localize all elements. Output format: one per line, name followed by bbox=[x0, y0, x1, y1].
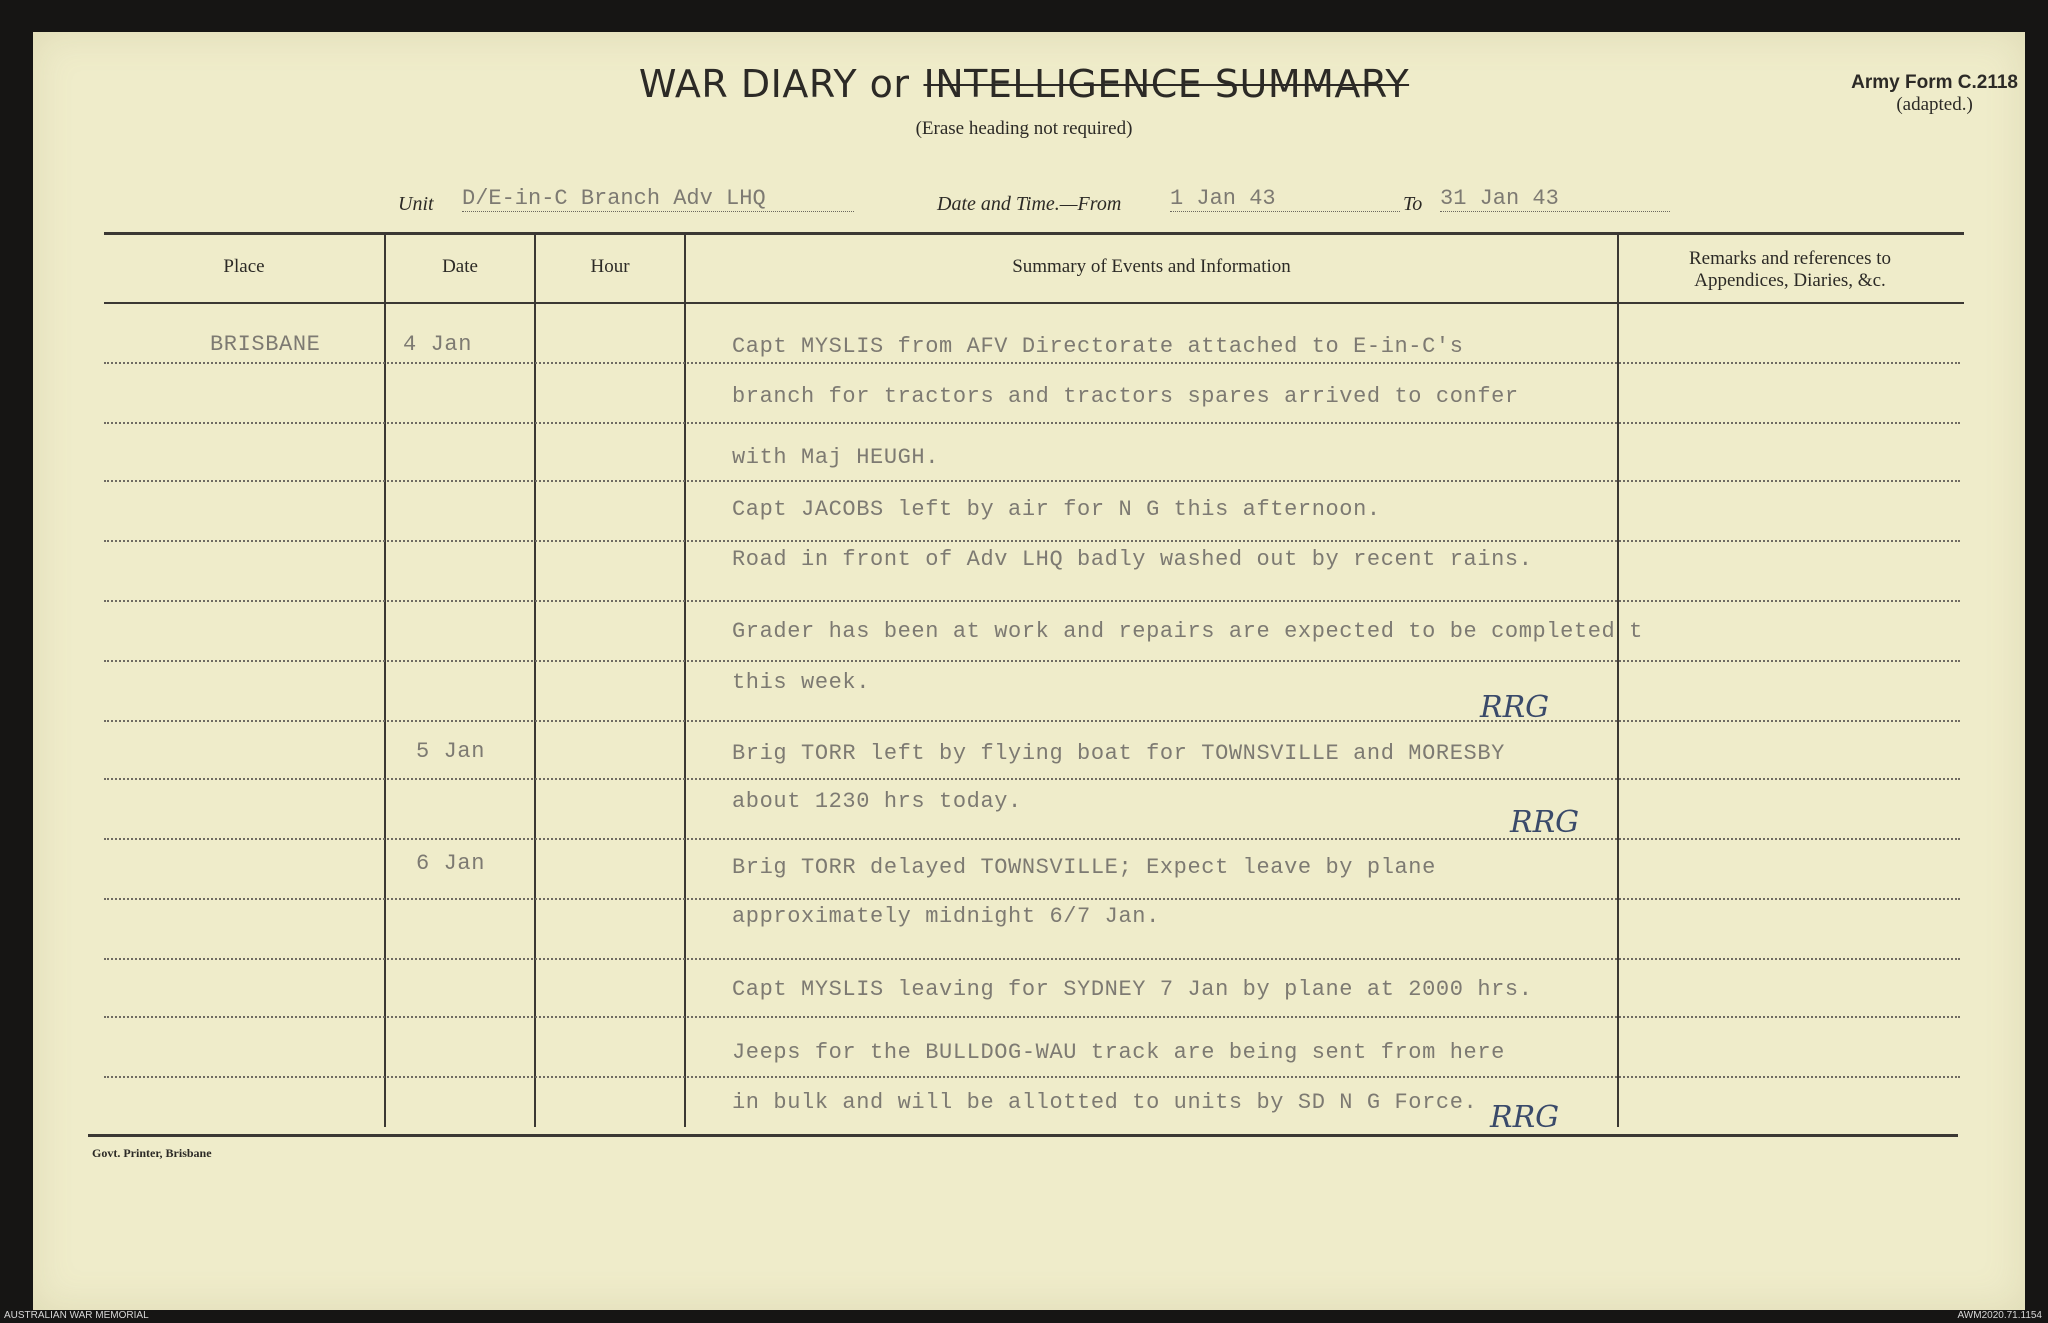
summary-line: Road in front of Adv LHQ badly washed out by recent rains. bbox=[732, 547, 1533, 572]
column-divider bbox=[684, 232, 686, 1127]
summary-line: Capt JACOBS left by air for N G this afternoon. bbox=[732, 497, 1381, 522]
row-rule bbox=[104, 362, 1960, 364]
date-cell: 5 Jan bbox=[416, 739, 486, 764]
summary-line: in bulk and will be allotted to units by SD N G Force. bbox=[732, 1090, 1478, 1115]
date-cell: 4 Jan bbox=[403, 332, 473, 357]
footer-accession-number: AWM2020.71.1154 bbox=[1957, 1310, 2042, 1321]
row-rule bbox=[104, 660, 1960, 662]
signature-initials: RRG bbox=[1490, 1100, 1560, 1135]
page-title bbox=[0, 62, 2048, 106]
subtitle: (Erase heading not required) bbox=[915, 118, 1133, 139]
unit-label: Unit bbox=[398, 193, 434, 215]
summary-line: Capt MYSLIS leaving for SYDNEY 7 Jan by plane at 2000 hrs. bbox=[732, 977, 1533, 1002]
header-remarks: Remarks and references to Appendices, Diaries, &c. bbox=[1688, 248, 1892, 291]
row-rule bbox=[104, 1016, 1960, 1018]
place-cell: BRISBANE bbox=[210, 332, 321, 357]
summary-line: Grader has been at work and repairs are expected to be completed t bbox=[732, 619, 1643, 644]
form-adapted: (adapted.) bbox=[1896, 94, 1973, 115]
title-war-diary: WAR DIARY or bbox=[638, 62, 910, 106]
header-summary: Summary of Events and Information bbox=[1012, 256, 1291, 277]
date-label: Date and Time.—From bbox=[937, 193, 1122, 215]
signature-initials: RRG bbox=[1510, 805, 1580, 840]
summary-line: Capt MYSLIS from AFV Directorate attached to E-in-C's bbox=[732, 334, 1464, 359]
table-top-rule bbox=[104, 232, 1964, 235]
table-bottom-rule bbox=[88, 1134, 1958, 1137]
diary-sheet bbox=[33, 32, 2025, 1310]
header-place: Place bbox=[223, 256, 265, 277]
column-divider bbox=[534, 232, 536, 1127]
title-struck-intelligence-summary: INTELLIGENCE SUMMARY bbox=[923, 62, 1410, 106]
form-number: Army Form C.2118 bbox=[1851, 72, 2018, 93]
summary-line: with Maj HEUGH. bbox=[732, 445, 940, 470]
summary-line: about 1230 hrs today. bbox=[732, 789, 1022, 814]
date-from-value: 1 Jan 43 bbox=[1170, 186, 1400, 212]
signature-initials: RRG bbox=[1480, 690, 1550, 725]
row-rule bbox=[104, 600, 1960, 602]
footer-institution: AUSTRALIAN WAR MEMORIAL bbox=[4, 1310, 149, 1321]
column-divider bbox=[1617, 232, 1619, 1127]
row-rule bbox=[104, 540, 1960, 542]
row-rule bbox=[104, 480, 1960, 482]
row-rule bbox=[104, 778, 1960, 780]
row-rule bbox=[104, 958, 1960, 960]
row-rule bbox=[104, 1076, 1960, 1078]
summary-line: Jeeps for the BULLDOG-WAU track are being sent from here bbox=[732, 1040, 1505, 1065]
column-divider bbox=[384, 232, 386, 1127]
row-rule bbox=[104, 898, 1960, 900]
to-label: To bbox=[1403, 193, 1423, 215]
summary-line: Brig TORR delayed TOWNSVILLE; Expect leave by plane bbox=[732, 855, 1436, 880]
row-rule bbox=[104, 720, 1960, 722]
table-header-rule bbox=[104, 302, 1964, 304]
form-id bbox=[1851, 72, 2018, 116]
summary-line: approximately midnight 6/7 Jan. bbox=[732, 904, 1160, 929]
summary-line: branch for tractors and tractors spares arrived to confer bbox=[732, 384, 1519, 409]
date-to-value: 31 Jan 43 bbox=[1440, 186, 1670, 212]
row-rule bbox=[104, 422, 1960, 424]
summary-line: Brig TORR left by flying boat for TOWNSVILLE and MORESBY bbox=[732, 741, 1505, 766]
summary-line: this week. bbox=[732, 670, 871, 695]
header-hour: Hour bbox=[590, 256, 630, 277]
row-rule bbox=[104, 838, 1960, 840]
header-date: Date bbox=[442, 256, 478, 277]
printer-imprint: Govt. Printer, Brisbane bbox=[92, 1146, 212, 1160]
unit-value: D/E-in-C Branch Adv LHQ bbox=[462, 186, 854, 212]
date-cell: 6 Jan bbox=[416, 851, 486, 876]
